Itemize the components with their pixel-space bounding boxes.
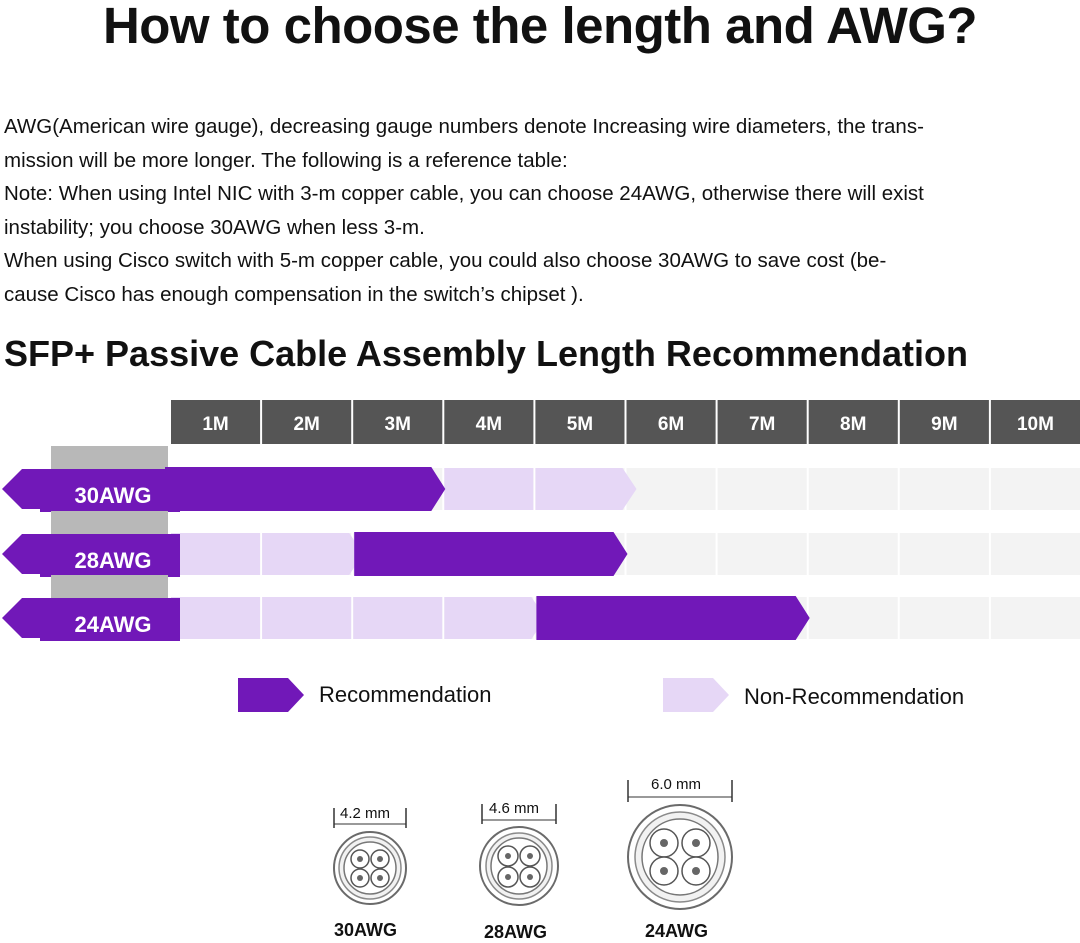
- empty-cell: [991, 533, 1080, 575]
- non-recommended-bar: [535, 468, 636, 510]
- column-header-label: 6M: [657, 414, 685, 435]
- cable-cross-section-icon: [476, 822, 562, 912]
- non-recommended-bar: [171, 597, 260, 639]
- cable-awg-label: 24AWG: [645, 921, 709, 941]
- column-header-label: 5M: [566, 414, 594, 435]
- empty-cell: [900, 468, 989, 510]
- recommendation-chart: [0, 398, 1080, 648]
- empty-cell: [991, 468, 1080, 510]
- empty-cell: [809, 533, 898, 575]
- non-recommended-bar: [444, 468, 533, 510]
- intro-line: AWG(American wire gauge), decreasing gauge numbers denote Increasing wire diameters, the trans-: [4, 115, 924, 138]
- non-recommended-bar: [444, 597, 545, 639]
- empty-cell: [627, 533, 716, 575]
- legend-recommended-swatch: [238, 676, 308, 716]
- intro-line: Note: When using Intel NIC with 3-m copper cable, you can choose 24AWG, otherwise there will exist: [4, 182, 924, 205]
- cable-diameter: 6.0 mm: [651, 776, 702, 793]
- page-title: How to choose the length and AWG?: [102, 0, 978, 54]
- non-recommended-bar: [262, 533, 363, 575]
- cable-awg-label: 30AWG: [334, 920, 398, 940]
- empty-cell: [900, 597, 989, 639]
- column-header-label: 9M: [931, 414, 958, 435]
- column-header-label: 3M: [384, 414, 411, 435]
- recommended-bar: [536, 596, 809, 640]
- cable-24awg: [620, 772, 740, 941]
- empty-cell: [809, 597, 898, 639]
- column-header-label: 7M: [748, 414, 776, 435]
- column-header-label: 4M: [475, 414, 503, 435]
- cable-diameter: 4.2 mm: [340, 805, 391, 822]
- cable-cross-section-icon: [620, 802, 740, 914]
- row-tab: [51, 575, 168, 599]
- column-header-label: 2M: [293, 414, 320, 435]
- non-recommended-bar: [353, 597, 442, 639]
- column-header-label: 1M: [202, 414, 229, 435]
- legend-non-recommended-swatch: [663, 676, 733, 716]
- section-title: SFP+ Passive Cable Assembly Length Recommendation: [4, 333, 968, 374]
- intro-line: mission will be more longer. The following is a reference table:: [4, 148, 568, 172]
- column-header-label: 8M: [840, 414, 867, 435]
- empty-cell: [627, 468, 716, 510]
- intro-line: When using Cisco switch with 5-m copper cable, you could also choose 30AWG to save cost (be-: [4, 249, 887, 272]
- recommended-bar: [354, 532, 627, 576]
- cable-diameter: 4.6 mm: [489, 800, 540, 817]
- column-header-label: 10M: [1016, 414, 1054, 435]
- cable-cross-section-icon: [326, 828, 414, 912]
- cable-28awg: [476, 796, 562, 941]
- cable-30awg: [326, 800, 414, 940]
- recommended-bar: [165, 467, 445, 511]
- row-label: 24AWG: [74, 612, 152, 637]
- empty-cell: [991, 597, 1080, 639]
- row-label: 28AWG: [74, 548, 152, 573]
- intro-line: instability; you choose 30AWG when less 3-m.: [4, 215, 425, 239]
- empty-cell: [718, 533, 807, 575]
- empty-cell: [900, 533, 989, 575]
- intro-line: cause Cisco has enough compensation in the switch’s chipset ).: [4, 282, 584, 306]
- row-tab: [51, 511, 168, 535]
- cable-awg-label: 28AWG: [484, 922, 548, 942]
- legend-recommended-label: Recommendation: [319, 682, 492, 707]
- non-recommended-bar: [262, 597, 351, 639]
- legend-non-recommended-label: Non-Recommendation: [744, 684, 965, 709]
- row-label: 30AWG: [74, 483, 152, 508]
- non-recommended-bar: [171, 533, 260, 575]
- intro-text: [4, 110, 1076, 311]
- row-tab: [51, 446, 168, 470]
- empty-cell: [718, 468, 807, 510]
- empty-cell: [809, 468, 898, 510]
